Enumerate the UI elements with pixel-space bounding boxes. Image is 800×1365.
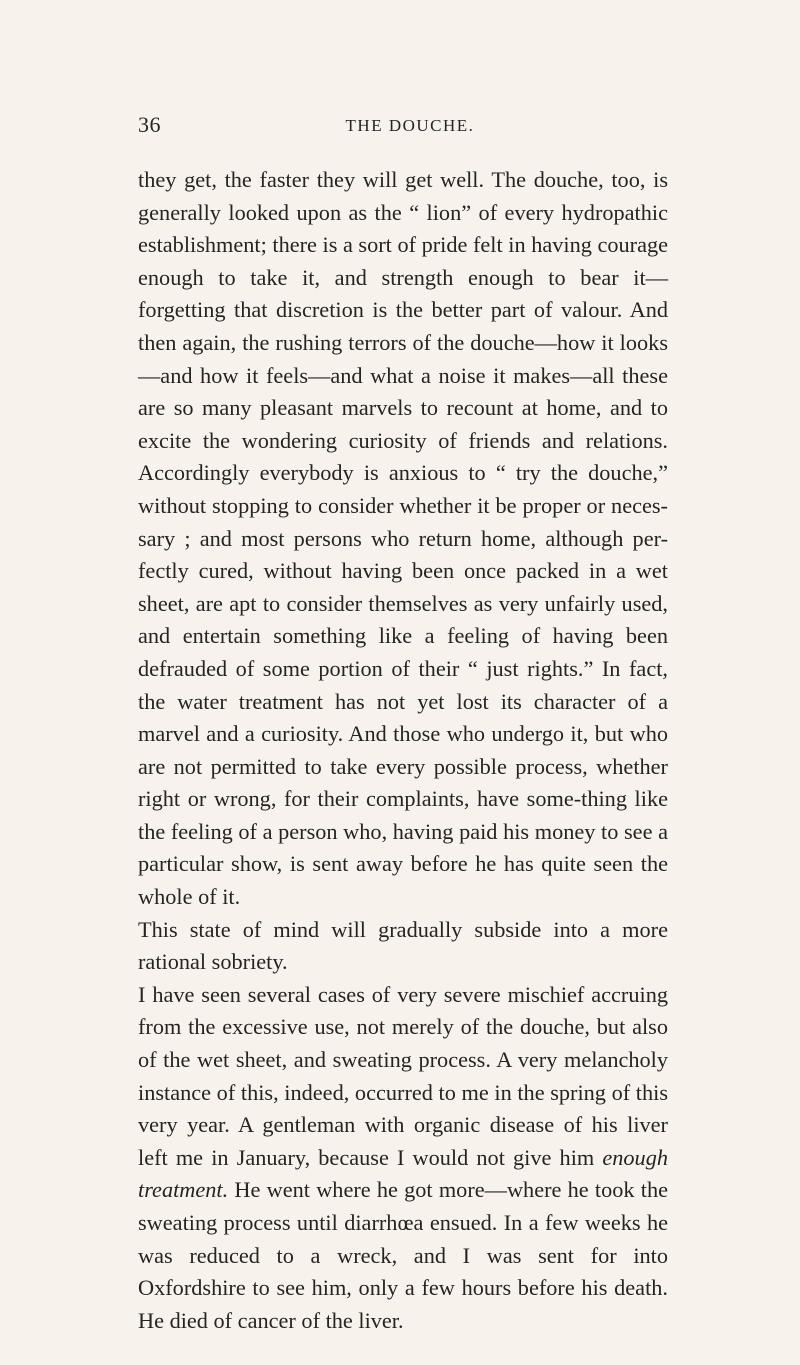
paragraph-3-before: I have seen several cases of very severe mischief accruing from the excessive use, not merely of the douche, but also of the wet sheet, and sweating process. A very melancholy instance of this, indeed, occurred to me in the spring of this very year. A gentleman with organic disease of his liver left me in January, because I would not give him [138,981,668,1170]
paragraph-3-after: He went where he got more—where he took the sweating process until diarrhœa ensued. In a few weeks he was reduced to a wreck, and I was sent for into Oxfordshire to see him, only a few hours before his death. He died of cancer of the liver. [138,1177,668,1333]
paragraph-1: they get, the faster they will get well. The douche, too, is generally looked upon as the “ lion” of every hydropathic establishment; there is a sort of pride felt in having courage enough to take it, and strength enough to bear it— forgetting that discretion is the better part of valour. And then again, the rushing terrors of the douche—how it looks —and how it feels—and what a noise it makes—all these are so many pleasant marvels to recount at home, and to excite the wondering curiosity of friends and relations. Accordingly everybody is anxious to “ try the douche,” without stopping to consider whether it be proper or neces-sary ; and most persons who return home, although per-fectly cured, without having been once packed in a wet sheet, are apt to consider themselves as very unfairly used, and entertain something like a feeling of having been defrauded of some portion of their “ just rights.” In fact, the water treatment has not yet lost its character of a marvel and a curiosity. And those who undergo it, but who are not permitted to take every possible process, whether right or wrong, for their complaints, have some-thing like the feeling of a person who, having paid his money to see a particular show, is sent away before he has quite seen the whole of it. [138,167,669,910]
paragraph-3 [138,979,668,1338]
page-number: 36 [138,112,161,137]
paragraph-2: This state of mind will gradually subside into a more rational sobriety. [138,916,668,975]
page-header [0,112,800,142]
running-head: THE DOUCHE. [345,116,475,135]
emphasis-text: enough treatment. [138,1144,668,1203]
body-text [138,164,668,1337]
